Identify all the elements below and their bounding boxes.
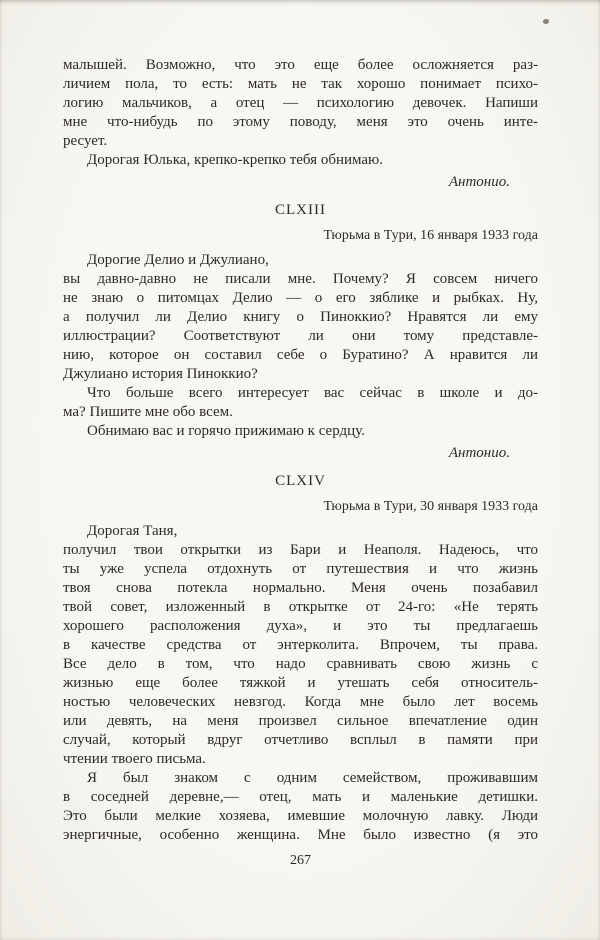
text-line: хорошего расположения духа», и это ты предлагаешь [63, 618, 538, 634]
text-line: мне что-нибудь по этому поводу, меня это очень инте- [63, 114, 538, 130]
page-number: 267 [290, 853, 311, 868]
signature: Антонио. [448, 174, 510, 190]
signature: Антонио. [448, 445, 510, 461]
text-line: твой совет, изложенный в открытке от 24-го: «Не терять [63, 599, 538, 615]
text-line: Дорогая Таня, [87, 523, 178, 539]
text-line: малышей. Возможно, что это еще более осложняется раз- [63, 57, 538, 73]
text-line: случай, который вдруг отчетливо всплыл в памяти при [63, 732, 538, 748]
text-line: в качестве средства от энтерколита. Впрочем, ты права. [63, 637, 538, 653]
text-line: Дорогая Юлька, крепко-крепко тебя обнимаю. [87, 152, 384, 168]
text-line: Это были мелкие хозяева, имевшие молочную лавку. Люди [63, 808, 538, 824]
text-line: жизнью еще более тяжкой и утешать себя относитель- [63, 675, 538, 691]
text-line: Дорогие Делио и Джулиано, [87, 252, 269, 268]
text-line: вы давно-давно не писали мне. Почему? Я совсем ничего [63, 271, 538, 287]
text-line: твоя снова потекла нормально. Меня очень позабавил [63, 580, 538, 596]
text-line: Обнимаю вас и горячо прижимаю к сердцу. [87, 423, 365, 439]
text-line: в соседней деревне,— отец, мать и маленькие детишки. [63, 789, 538, 805]
text-line: логию мальчиков, а отец — психологию девочек. Напиши [63, 95, 538, 111]
text-line: Все дело в том, что надо сравнивать свою жизнь с [63, 656, 538, 672]
text-line: иллюстрации? Соответствуют ли они тому представле- [63, 328, 538, 344]
letter-dateline: Тюрьма в Тури, 16 января 1933 года [323, 228, 538, 243]
letter-dateline: Тюрьма в Тури, 30 января 1933 года [323, 499, 538, 514]
text-line: или девять, на меня произвел сильное впечатление один [63, 713, 538, 729]
text-line: ностью человеческих невзгод. Когда мне было лет восемь [63, 694, 538, 710]
text-line: Что больше всего интересует вас сейчас в школе и до- [87, 385, 538, 401]
section-heading: CLXIII [275, 202, 326, 218]
text-line: получил твои открытки из Бари и Неаполя. Надеюсь, что [63, 542, 538, 558]
text-line: нию, которое он составил себе о Буратино? А нравится ли [63, 347, 538, 363]
text-line: ресует. [63, 133, 108, 149]
text-line: Я был знаком с одним семейством, проживавшим [87, 770, 538, 786]
text-line: не знаю о питомцах Делио — о его зяблике и рыбках. Ну, [63, 290, 538, 306]
text-block [63, 56, 538, 870]
text-line: а получил ли Делио книгу о Пиноккио? Нравятся ли ему [63, 309, 538, 325]
text-line: ма? Пишите мне обо всем. [63, 404, 233, 420]
text-line: личием пола, то есть: мать не так хорошо понимает психо- [63, 76, 538, 92]
section-heading: CLXIV [275, 473, 326, 489]
text-line: ты уже успела отдохнуть от путешествия и что жизнь [63, 561, 538, 577]
text-line: энергичные, особенно женщина. Мне было известно (я это [63, 827, 538, 843]
text-line: Джулиано история Пиноккио? [63, 366, 258, 382]
text-line: чтении твоего письма. [63, 751, 206, 767]
ink-speck [543, 19, 549, 24]
